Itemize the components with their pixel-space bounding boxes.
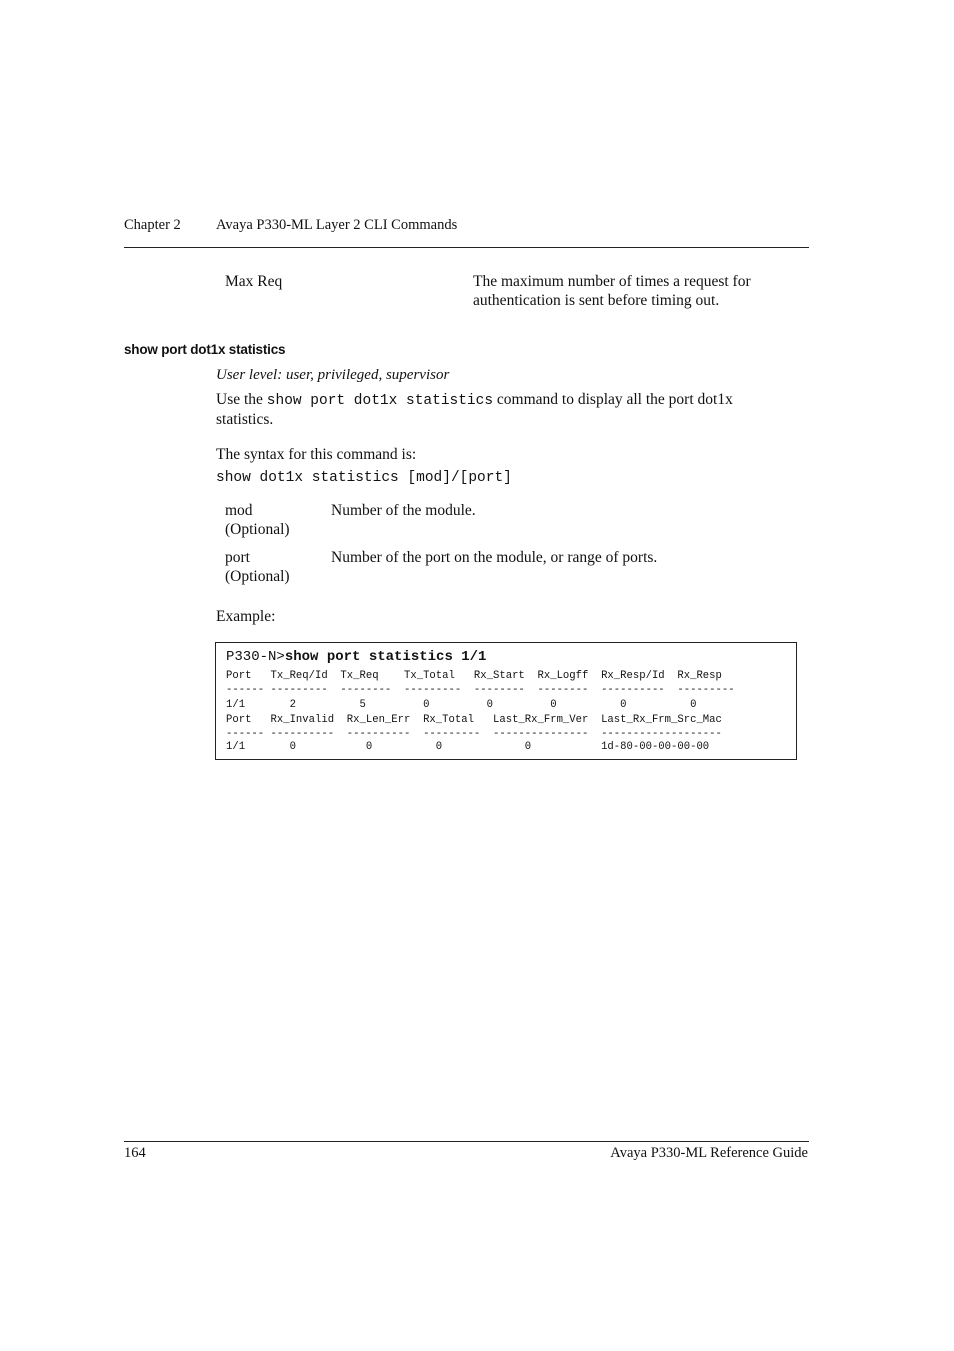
param-mod-qualifier: (Optional) bbox=[225, 521, 290, 538]
example-code-box bbox=[215, 642, 797, 760]
example-label: Example: bbox=[216, 608, 276, 625]
param-port-qualifier: (Optional) bbox=[225, 568, 290, 585]
max-req-description-line1: The maximum number of times a request for bbox=[473, 273, 751, 290]
param-mod-name: mod bbox=[225, 502, 253, 519]
max-req-description-line2: authentication is sent before timing out. bbox=[473, 292, 720, 309]
example-prompt: P330-N> bbox=[226, 649, 285, 665]
output-line: Port Tx_Req/Id Tx_Req Tx_Total Rx_Start Rx_Logff Rx_Resp/Id Rx_Resp bbox=[226, 670, 722, 682]
example-command-line bbox=[226, 651, 486, 665]
output-line: ------ ---------- ---------- --------- --------------- ------------------- bbox=[226, 728, 722, 740]
syntax-line: show dot1x statistics [mod]/[port] bbox=[216, 470, 512, 486]
intro-line2: statistics. bbox=[216, 411, 274, 428]
footer-title: Avaya P330-ML Reference Guide bbox=[610, 1145, 808, 1161]
intro-suffix: command to display all the port dot1x bbox=[496, 391, 733, 408]
intro-paragraph bbox=[216, 390, 733, 411]
intro-command: show port dot1x statistics bbox=[266, 393, 494, 409]
output-line: Port Rx_Invalid Rx_Len_Err Rx_Total Last_Rx_Frm_Ver Last_Rx_Frm_Src_Mac bbox=[226, 714, 722, 726]
param-mod-description: Number of the module. bbox=[331, 502, 476, 519]
chapter-label: Chapter 2 bbox=[124, 217, 181, 233]
param-port-description: Number of the port on the module, or range of ports. bbox=[331, 549, 658, 566]
param-port-name: port bbox=[225, 549, 250, 566]
footer-rule bbox=[124, 1141, 809, 1142]
chapter-title: Avaya P330-ML Layer 2 CLI Commands bbox=[216, 217, 458, 233]
max-req-term: Max Req bbox=[225, 273, 283, 290]
section-heading: show port dot1x statistics bbox=[124, 342, 286, 357]
output-line: ------ --------- -------- --------- -------- -------- ---------- --------- bbox=[226, 684, 735, 696]
output-line: 1/1 0 0 0 0 1d-80-00-00-00-00 bbox=[226, 741, 710, 753]
intro-prefix: Use the bbox=[216, 391, 263, 408]
syntax-label: The syntax for this command is: bbox=[216, 446, 417, 463]
header-rule bbox=[124, 247, 809, 248]
user-level: User level: user, privileged, supervisor bbox=[216, 367, 450, 383]
example-command: show port statistics 1/1 bbox=[284, 649, 487, 665]
page-number: 164 bbox=[124, 1145, 146, 1161]
output-line: 1/1 2 5 0 0 0 0 0 bbox=[226, 699, 697, 711]
